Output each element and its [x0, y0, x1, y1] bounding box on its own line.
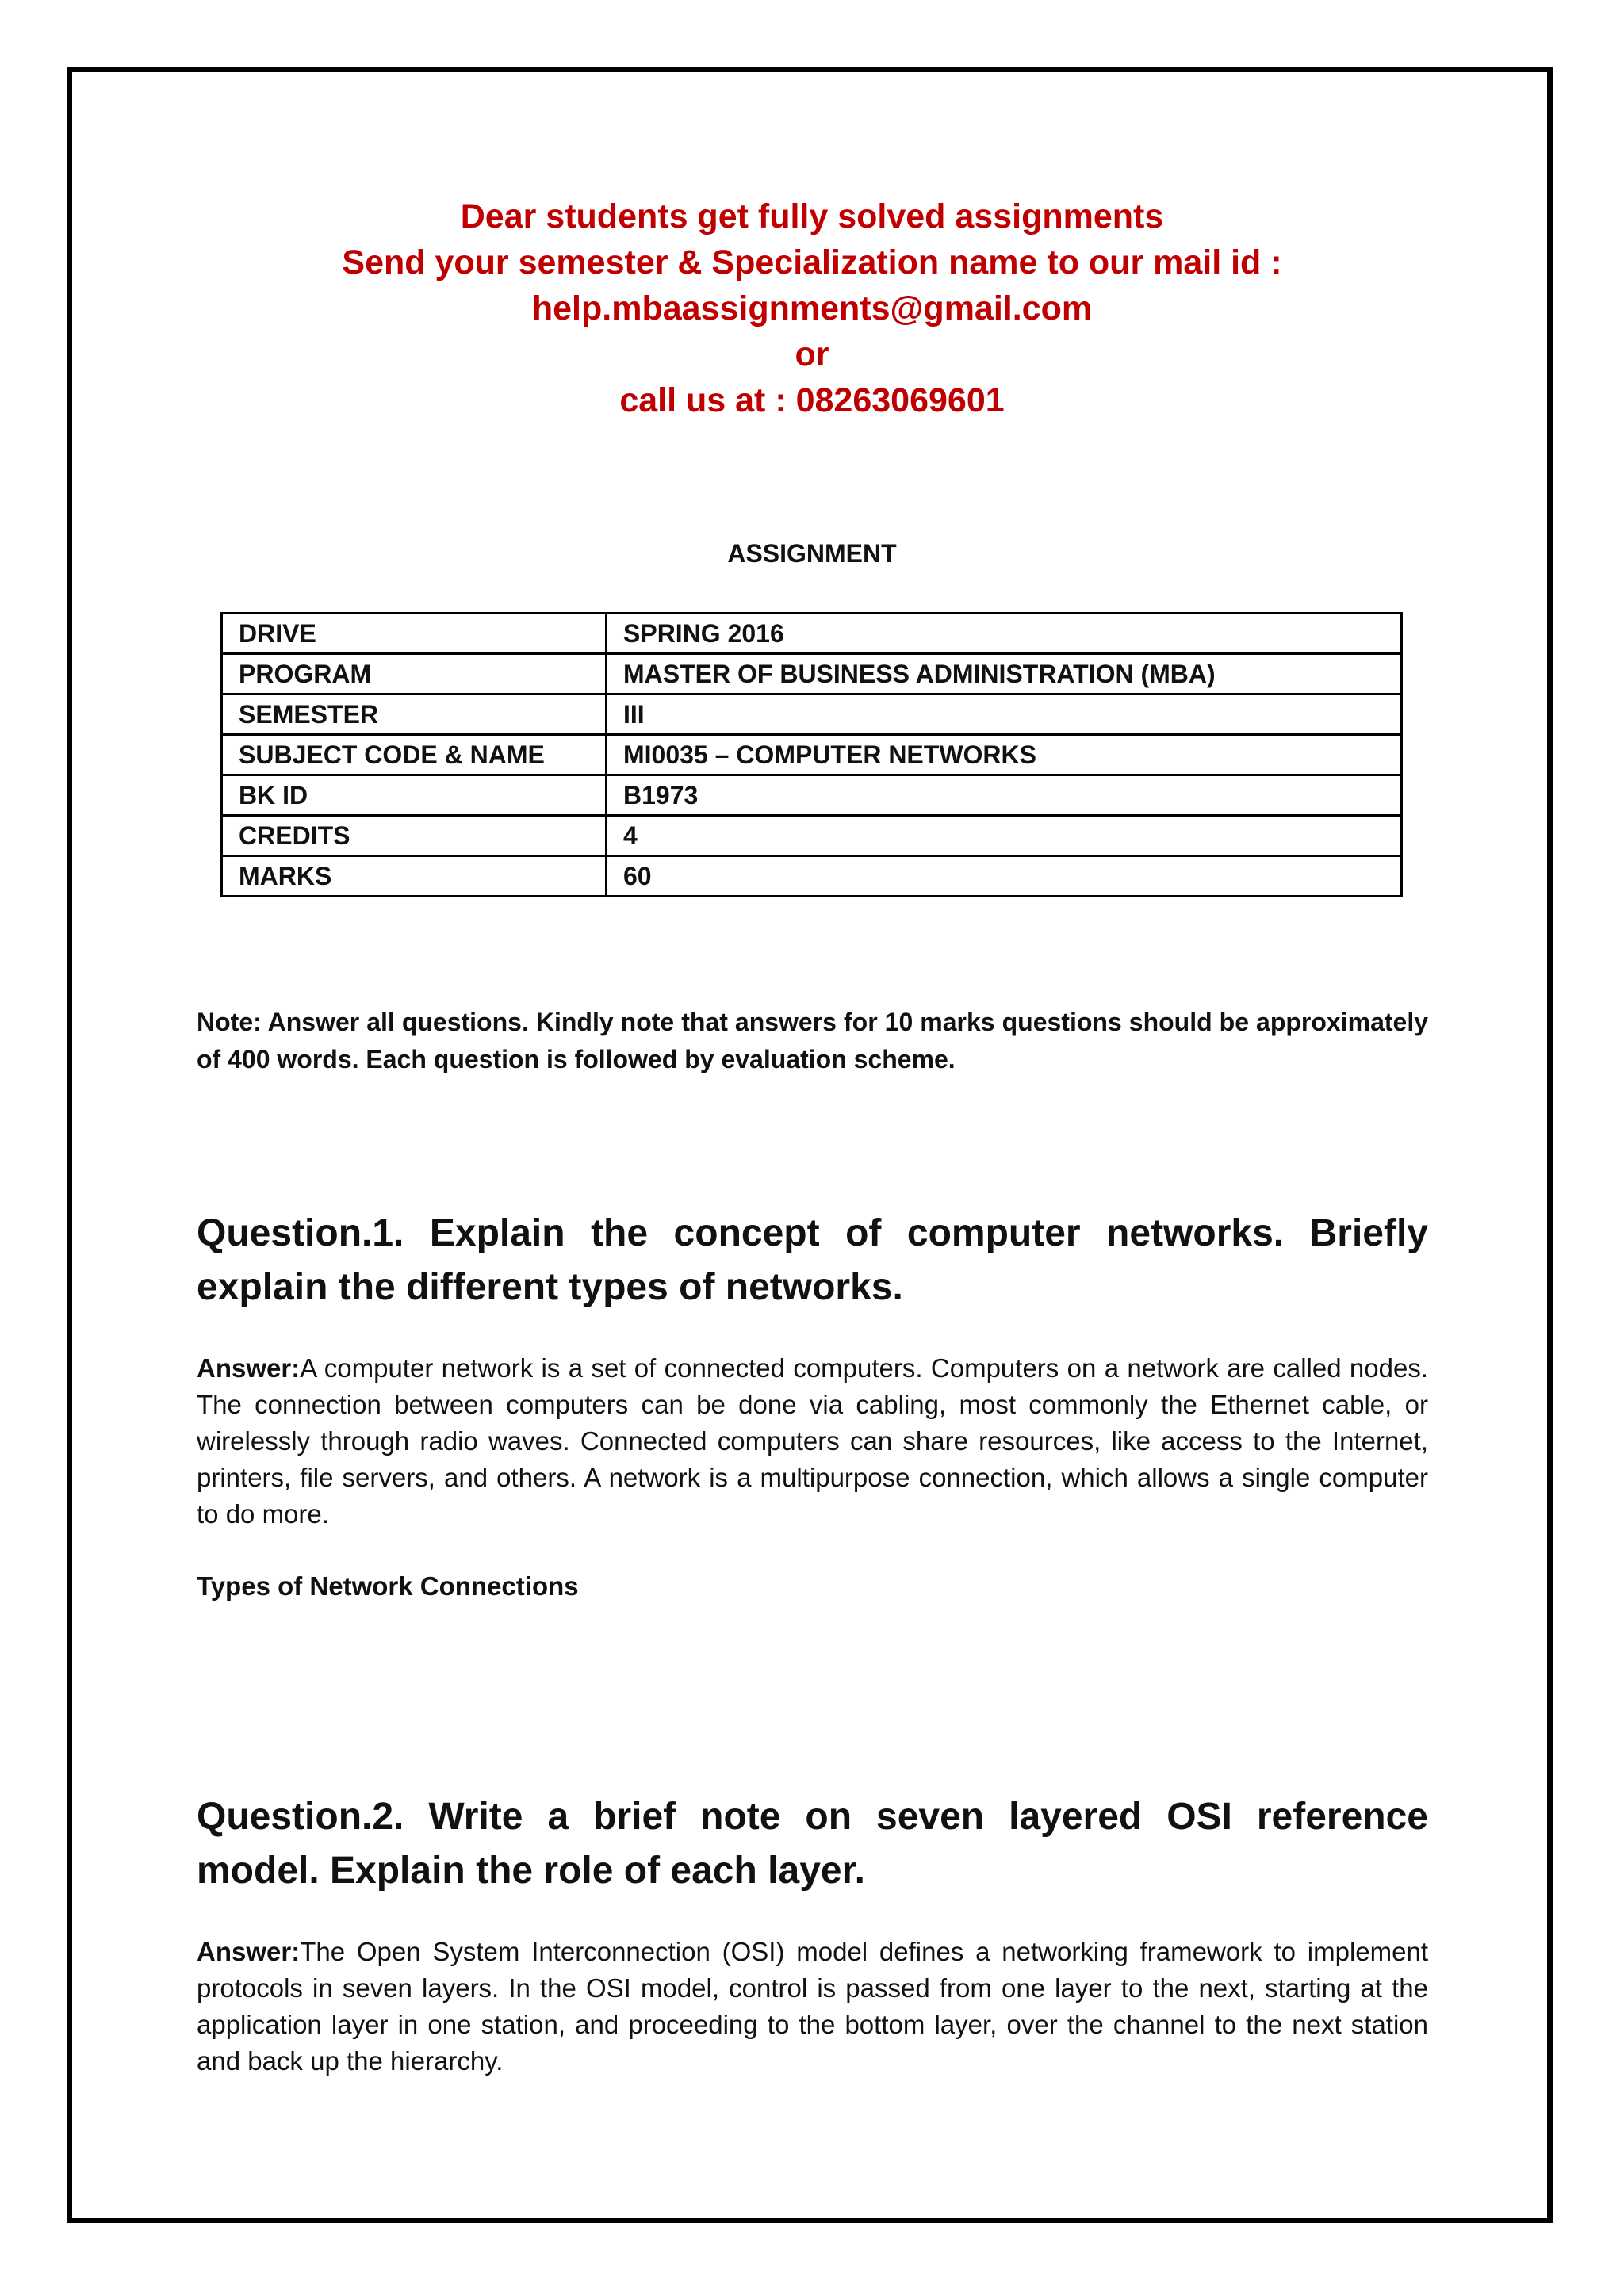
table-row — [222, 816, 1402, 856]
promo-line-2: Send your semester & Specialization name to our mail id : — [342, 243, 1282, 281]
answer-2 — [197, 1934, 1428, 2080]
answer-label: Answer: — [197, 1353, 301, 1383]
promo-banner — [0, 193, 1624, 423]
table-row — [222, 856, 1402, 897]
table-key: BK ID — [222, 775, 607, 816]
table-row — [222, 775, 1402, 816]
table-key: PROGRAM — [222, 654, 607, 695]
answer-label: Answer: — [197, 1937, 301, 1966]
answer-1 — [197, 1350, 1428, 1533]
table-value: 4 — [607, 816, 1402, 856]
question-1: Question.1. Explain the concept of computer networks. Briefly explain the different types of networks. — [197, 1212, 1428, 1308]
answer-text: A computer network is a set of connected computers. Computers on a network are called nodes. The connection between computers can be done via cabling, most commonly the Ethernet cable, or wirelessly through radio waves. Connected computers can share resources, like access to the Internet, printers, file servers, and others. A network is a multipurpose connection, which allows a single computer to do more. — [197, 1353, 1428, 1529]
table-value: 60 — [607, 856, 1402, 897]
table-key: MARKS — [222, 856, 607, 897]
table-value: MI0035 – COMPUTER NETWORKS — [607, 735, 1402, 775]
table-value: B1973 — [607, 775, 1402, 816]
table-key: CREDITS — [222, 816, 607, 856]
table-value: SPRING 2016 — [607, 614, 1402, 654]
table-row — [222, 735, 1402, 775]
table-row — [222, 654, 1402, 695]
promo-email: help.mbaassignments@gmail.com — [531, 289, 1093, 327]
table-key: SEMESTER — [222, 695, 607, 735]
assignment-heading: ASSIGNMENT — [727, 539, 897, 568]
assignment-info-table — [220, 612, 1403, 897]
promo-or: or — [795, 335, 829, 373]
instructions-note: Note: Answer all questions. Kindly note that answers for 10 marks questions should be approximately of 400 words. Each question is followed by evaluation scheme. — [197, 1008, 1428, 1073]
table-row — [222, 695, 1402, 735]
types-subheading: Types of Network Connections — [197, 1571, 579, 1601]
question-2: Question.2. Write a brief note on seven layered OSI reference model. Explain the role of each layer. — [197, 1796, 1428, 1892]
table-value: MASTER OF BUSINESS ADMINISTRATION (MBA) — [607, 654, 1402, 695]
table-key: DRIVE — [222, 614, 607, 654]
promo-phone: call us at : 08263069601 — [619, 381, 1005, 419]
table-key: SUBJECT CODE & NAME — [222, 735, 607, 775]
promo-line-1: Dear students get fully solved assignments — [460, 197, 1164, 235]
answer-text: The Open System Interconnection (OSI) model defines a networking framework to implement protocols in seven layers. In the OSI model, control is passed from one layer to the next, starting at the application layer in one station, and proceeding to the bottom layer, over the channel to the next station and back up the hierarchy. — [197, 1937, 1428, 2076]
table-row — [222, 614, 1402, 654]
table-value: III — [607, 695, 1402, 735]
